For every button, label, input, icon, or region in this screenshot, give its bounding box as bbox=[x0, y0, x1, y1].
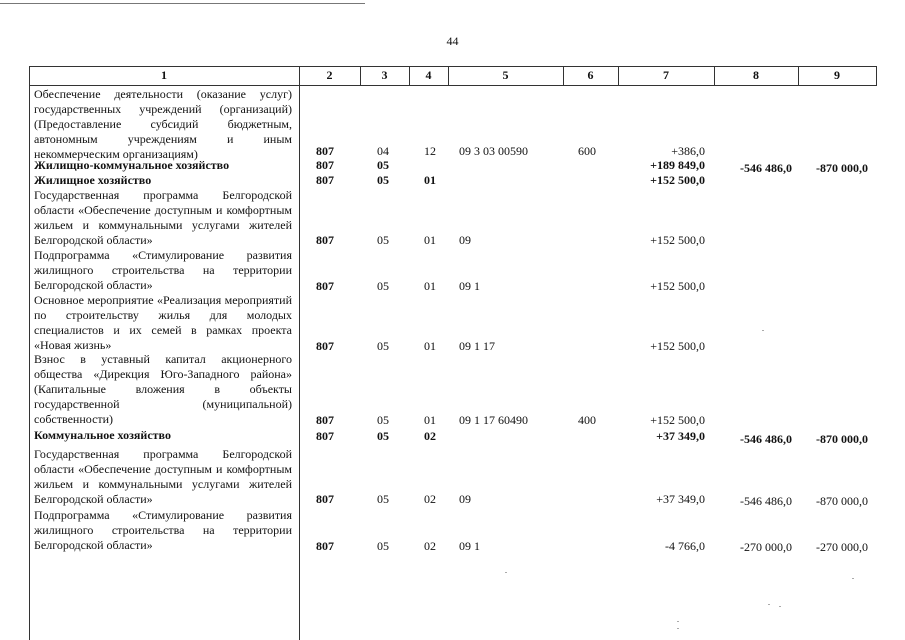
cell-amount-col7: +37 349,0 bbox=[656, 492, 705, 506]
header-col-8: 8 bbox=[753, 68, 759, 82]
cell-subsection: 01 bbox=[424, 173, 436, 187]
col-border-0 bbox=[29, 66, 30, 640]
cell-section: 05 bbox=[377, 539, 389, 553]
cell-code: 807 bbox=[316, 144, 334, 158]
scan-speck bbox=[505, 572, 507, 573]
col-border-9 bbox=[876, 66, 877, 85]
row-description: Подпрограмма «Стимулирование развития жилищного строительства на территории Белгородской области» bbox=[34, 248, 292, 292]
cell-amount-col7: -4 766,0 bbox=[665, 539, 705, 553]
cell-section: 05 bbox=[377, 158, 389, 172]
cell-amount-col7: +189 849,0 bbox=[650, 158, 705, 172]
header-col-2: 2 bbox=[326, 68, 333, 82]
cell-section: 05 bbox=[377, 279, 389, 293]
col-border-1 bbox=[299, 66, 300, 640]
header-bottom-border bbox=[29, 85, 877, 86]
cell-expense-type: 600 bbox=[578, 144, 596, 158]
cell-target-article: 09 bbox=[459, 233, 471, 247]
scan-speck bbox=[677, 621, 679, 622]
cell-code: 807 bbox=[316, 539, 334, 553]
scan-speck bbox=[677, 628, 679, 629]
row-description: Государственная программа Белгородской области «Обеспечение доступным и комфортным жильем и коммунальными услугами жителей Белгородской области» bbox=[34, 188, 292, 247]
cell-code: 807 bbox=[316, 339, 334, 353]
cell-target-article: 09 1 bbox=[459, 279, 480, 293]
scan-speck bbox=[762, 330, 764, 331]
cell-section: 05 bbox=[377, 413, 389, 427]
cell-amount-col9: -270 000,0 bbox=[816, 540, 868, 554]
cell-expense-type: 400 bbox=[578, 413, 596, 427]
cell-amount-col7: +152 500,0 bbox=[650, 339, 705, 353]
cell-section: 05 bbox=[377, 429, 389, 443]
cell-code: 807 bbox=[316, 279, 334, 293]
cell-target-article: 09 1 17 bbox=[459, 339, 495, 353]
cell-amount-col9: -870 000,0 bbox=[816, 161, 868, 175]
cell-target-article: 09 3 03 00590 bbox=[459, 144, 528, 158]
cell-code: 807 bbox=[316, 158, 334, 172]
cell-amount-col7: +386,0 bbox=[671, 144, 705, 158]
cell-amount-col8: -546 486,0 bbox=[740, 432, 792, 446]
header-col-3: 3 bbox=[381, 68, 388, 82]
page-number: 44 bbox=[446, 34, 459, 48]
cell-subsection: 01 bbox=[424, 413, 436, 427]
cell-section: 04 bbox=[377, 144, 389, 158]
top-rule bbox=[0, 3, 365, 4]
row-description: Государственная программа Белгородской области «Обеспечение доступным и комфортным жильем и коммунальными услугами жителей Белгородской области» bbox=[34, 447, 292, 506]
header-col-5: 5 bbox=[502, 68, 509, 82]
cell-amount-col7: +152 500,0 bbox=[650, 173, 705, 187]
cell-target-article: 09 bbox=[459, 492, 471, 506]
cell-section: 05 bbox=[377, 233, 389, 247]
cell-amount-col7: +152 500,0 bbox=[650, 233, 705, 247]
cell-amount-col8: -546 486,0 bbox=[740, 161, 792, 175]
row-description: Основное мероприятие «Реализация мероприятий по строительству жилья для молодых специалистов и их семей в рамках проекта «Новая жизнь» bbox=[34, 293, 292, 352]
cell-subsection: 01 bbox=[424, 233, 436, 247]
header-col-6: 6 bbox=[587, 68, 594, 82]
row-description: Жилищно-коммунальное хозяйство bbox=[34, 158, 230, 172]
header-col-9: 9 bbox=[834, 68, 840, 82]
row-description: Коммунальное хозяйство bbox=[34, 428, 171, 442]
cell-code: 807 bbox=[316, 429, 334, 443]
cell-section: 05 bbox=[377, 492, 389, 506]
cell-code: 807 bbox=[316, 492, 334, 506]
cell-subsection: 02 bbox=[424, 492, 436, 506]
scan-speck bbox=[768, 604, 770, 605]
cell-code: 807 bbox=[316, 413, 334, 427]
cell-section: 05 bbox=[377, 339, 389, 353]
header-col-4: 4 bbox=[425, 68, 432, 82]
cell-subsection: 01 bbox=[424, 279, 436, 293]
row-description: Обеспечение деятельности (оказание услуг) государственных учреждений (организаций) (Предоставление субсидий бюджетным, автономным учреждениям и иным некоммерческим организациям) bbox=[34, 87, 292, 161]
cell-subsection: 02 bbox=[424, 429, 436, 443]
scan-speck bbox=[779, 606, 781, 607]
cell-amount-col7: +37 349,0 bbox=[656, 429, 705, 443]
row-description: Подпрограмма «Стимулирование развития жилищного строительства на территории Белгородской области» bbox=[34, 508, 292, 552]
cell-code: 807 bbox=[316, 233, 334, 247]
cell-subsection: 01 bbox=[424, 339, 436, 353]
cell-code: 807 bbox=[316, 173, 334, 187]
cell-amount-col9: -870 000,0 bbox=[816, 432, 868, 446]
cell-target-article: 09 1 bbox=[459, 539, 480, 553]
header-col-1: 1 bbox=[161, 68, 167, 82]
cell-subsection: 02 bbox=[424, 539, 436, 553]
cell-amount-col7: +152 500,0 bbox=[650, 413, 705, 427]
cell-section: 05 bbox=[377, 173, 389, 187]
cell-amount-col8: -546 486,0 bbox=[740, 494, 792, 508]
scan-speck bbox=[852, 578, 854, 579]
cell-subsection: 12 bbox=[424, 144, 436, 158]
row-description: Взнос в уставный капитал акционерного общества «Дирекция Юго-Западного района» (Капитальные вложения в объекты государственной (муниципальной) собственности) bbox=[34, 352, 292, 426]
cell-amount-col7: +152 500,0 bbox=[650, 279, 705, 293]
row-description: Жилищное хозяйство bbox=[34, 173, 152, 187]
cell-amount-col9: -870 000,0 bbox=[816, 494, 868, 508]
header-col-7: 7 bbox=[663, 68, 669, 82]
cell-target-article: 09 1 17 60490 bbox=[459, 413, 528, 427]
cell-amount-col8: -270 000,0 bbox=[740, 540, 792, 554]
